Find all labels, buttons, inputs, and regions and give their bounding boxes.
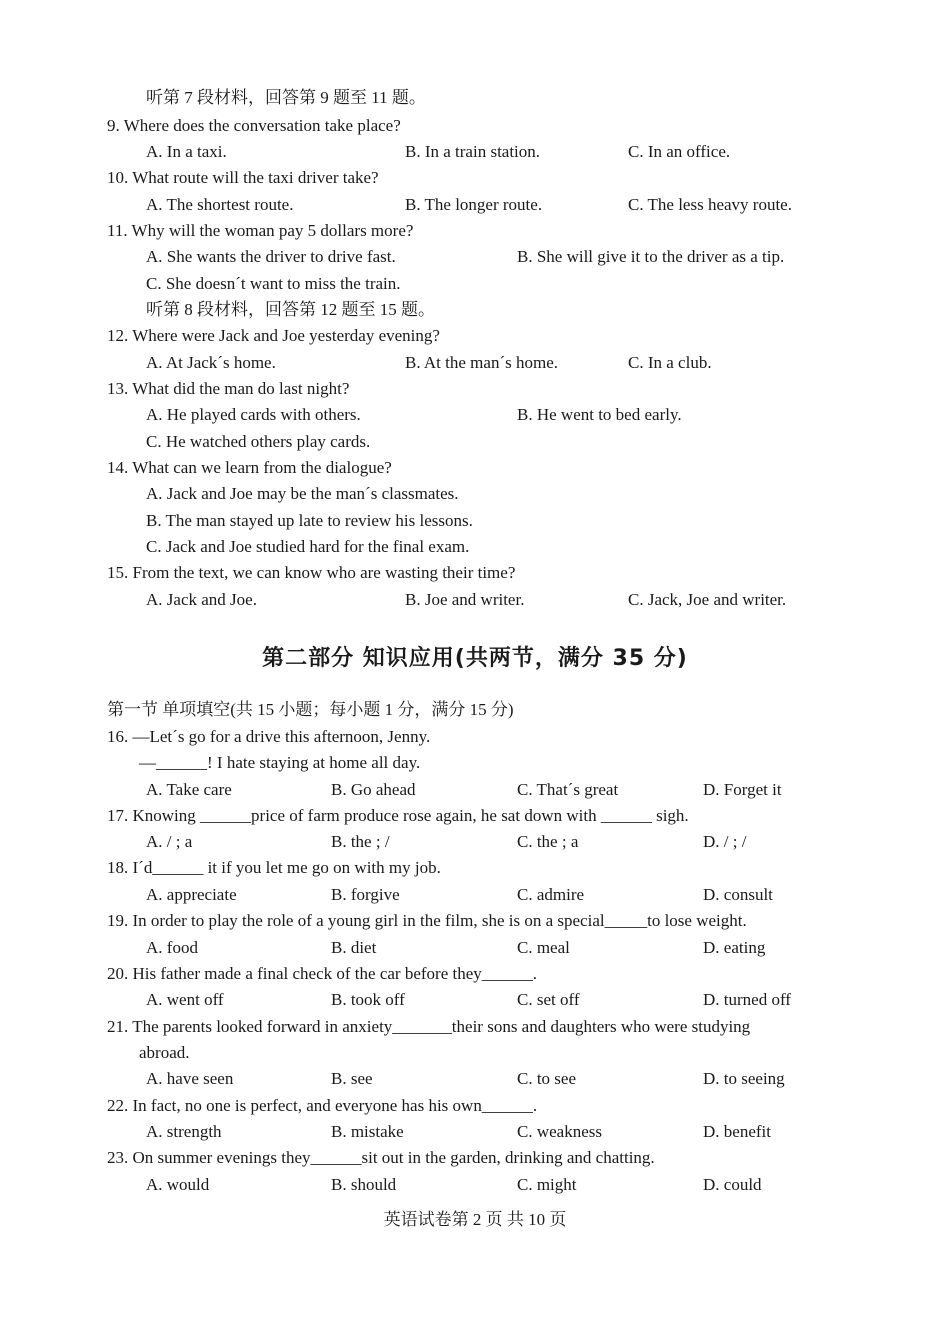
question-21-cont: abroad. (139, 1043, 190, 1062)
question-18: 18. I´d______ it if you let me go on with my job. (107, 858, 441, 877)
q9-option-a: A. In a taxi. (146, 142, 227, 161)
q13-option-c: C. He watched others play cards. (146, 432, 371, 451)
page-footer: 英语试卷第 2 页 共 10 页 (383, 1210, 567, 1229)
q10-option-a: A. The shortest route. (146, 195, 294, 214)
question-11: 11. Why will the woman pay 5 dollars more? (107, 221, 414, 240)
q21-option-b: B. see (331, 1069, 373, 1088)
question-16: 16. —Let´s go for a drive this afternoon, Jenny. (107, 727, 431, 746)
q21-option-a: A. have seen (146, 1069, 234, 1088)
q12-option-b: B. At the man´s home. (405, 353, 558, 372)
q18-option-c: C. admire (517, 885, 585, 904)
question-19: 19. In order to play the role of a young girl in the film, she is on a special_____to lose weight. (107, 911, 747, 930)
q14-option-c: C. Jack and Joe studied hard for the final exam. (146, 537, 470, 556)
q19-option-b: B. diet (331, 938, 377, 957)
q20-option-d: D. turned off (703, 990, 791, 1009)
q20-option-c: C. set off (517, 990, 580, 1009)
q12-option-a: A. At Jack´s home. (146, 353, 276, 372)
q23-option-d: D. could (703, 1175, 762, 1194)
q13-option-a: A. He played cards with others. (146, 405, 361, 424)
q23-option-b: B. should (331, 1175, 397, 1194)
q15-option-c: C. Jack, Joe and writer. (628, 590, 787, 609)
question-9: 9. Where does the conversation take place? (107, 116, 401, 135)
q15-option-b: B. Joe and writer. (405, 590, 525, 609)
instruction-passage-7: 听第 7 段材料，回答第 9 题至 11 题。 (146, 88, 426, 107)
q22-option-a: A. strength (146, 1122, 222, 1141)
q22-option-c: C. weakness (517, 1122, 602, 1141)
q9-option-b: B. In a train station. (405, 142, 541, 161)
part2-title: 第二部分 知识应用(共两节，满分 35 分) (262, 646, 688, 671)
q20-option-b: B. took off (331, 990, 405, 1009)
question-15: 15. From the text, we can know who are wasting their time? (107, 563, 516, 582)
question-21: 21. The parents looked forward in anxiety_______their sons and daughters who were studying (107, 1017, 751, 1036)
question-14: 14. What can we learn from the dialogue? (107, 458, 392, 477)
q19-option-d: D. eating (703, 938, 766, 957)
question-10: 10. What route will the taxi driver take? (107, 168, 379, 187)
instruction-passage-8: 听第 8 段材料，回答第 12 题至 15 题。 (146, 300, 435, 319)
q12-option-c: C. In a club. (628, 353, 712, 372)
q14-option-a: A. Jack and Joe may be the man´s classmates. (146, 484, 459, 503)
question-17: 17. Knowing ______price of farm produce rose again, he sat down with ______ sigh. (107, 806, 689, 825)
q21-option-d: D. to seeing (703, 1069, 785, 1088)
q22-option-d: D. benefit (703, 1122, 771, 1141)
q18-option-b: B. forgive (331, 885, 400, 904)
question-13: 13. What did the man do last night? (107, 379, 350, 398)
q17-option-a: A. / ; a (146, 832, 193, 851)
question-20: 20. His father made a final check of the car before they______. (107, 964, 538, 983)
q17-option-c: C. the ; a (517, 832, 579, 851)
q16-option-d: D. Forget it (703, 780, 782, 799)
q11-option-b: B. She will give it to the driver as a tip. (517, 247, 785, 266)
q11-option-c: C. She doesn´t want to miss the train. (146, 274, 401, 293)
q23-option-c: C. might (517, 1175, 577, 1194)
q16-option-b: B. Go ahead (331, 780, 416, 799)
q16-option-a: A. Take care (146, 780, 232, 799)
q10-option-c: C. The less heavy route. (628, 195, 792, 214)
question-16-response: —______! I hate staying at home all day. (139, 753, 421, 772)
question-22: 22. In fact, no one is perfect, and everyone has his own______. (107, 1096, 538, 1115)
q19-option-c: C. meal (517, 938, 570, 957)
section1-heading: 第一节 单项填空(共 15 小题；每小题 1 分，满分 15 分) (107, 700, 514, 719)
q17-option-d: D. / ; / (703, 832, 747, 851)
q22-option-b: B. mistake (331, 1122, 404, 1141)
q18-option-d: D. consult (703, 885, 773, 904)
q20-option-a: A. went off (146, 990, 224, 1009)
q14-option-b: B. The man stayed up late to review his lessons. (146, 511, 473, 530)
q10-option-b: B. The longer route. (405, 195, 543, 214)
question-23: 23. On summer evenings they______sit out in the garden, drinking and chatting. (107, 1148, 655, 1167)
q19-option-a: A. food (146, 938, 198, 957)
q21-option-c: C. to see (517, 1069, 577, 1088)
question-12: 12. Where were Jack and Joe yesterday evening? (107, 326, 440, 345)
q23-option-a: A. would (146, 1175, 210, 1194)
q18-option-a: A. appreciate (146, 885, 237, 904)
q13-option-b: B. He went to bed early. (517, 405, 682, 424)
q17-option-b: B. the ; / (331, 832, 390, 851)
q15-option-a: A. Jack and Joe. (146, 590, 257, 609)
q9-option-c: C. In an office. (628, 142, 731, 161)
q16-option-c: C. That´s great (517, 780, 619, 799)
q11-option-a: A. She wants the driver to drive fast. (146, 247, 396, 266)
